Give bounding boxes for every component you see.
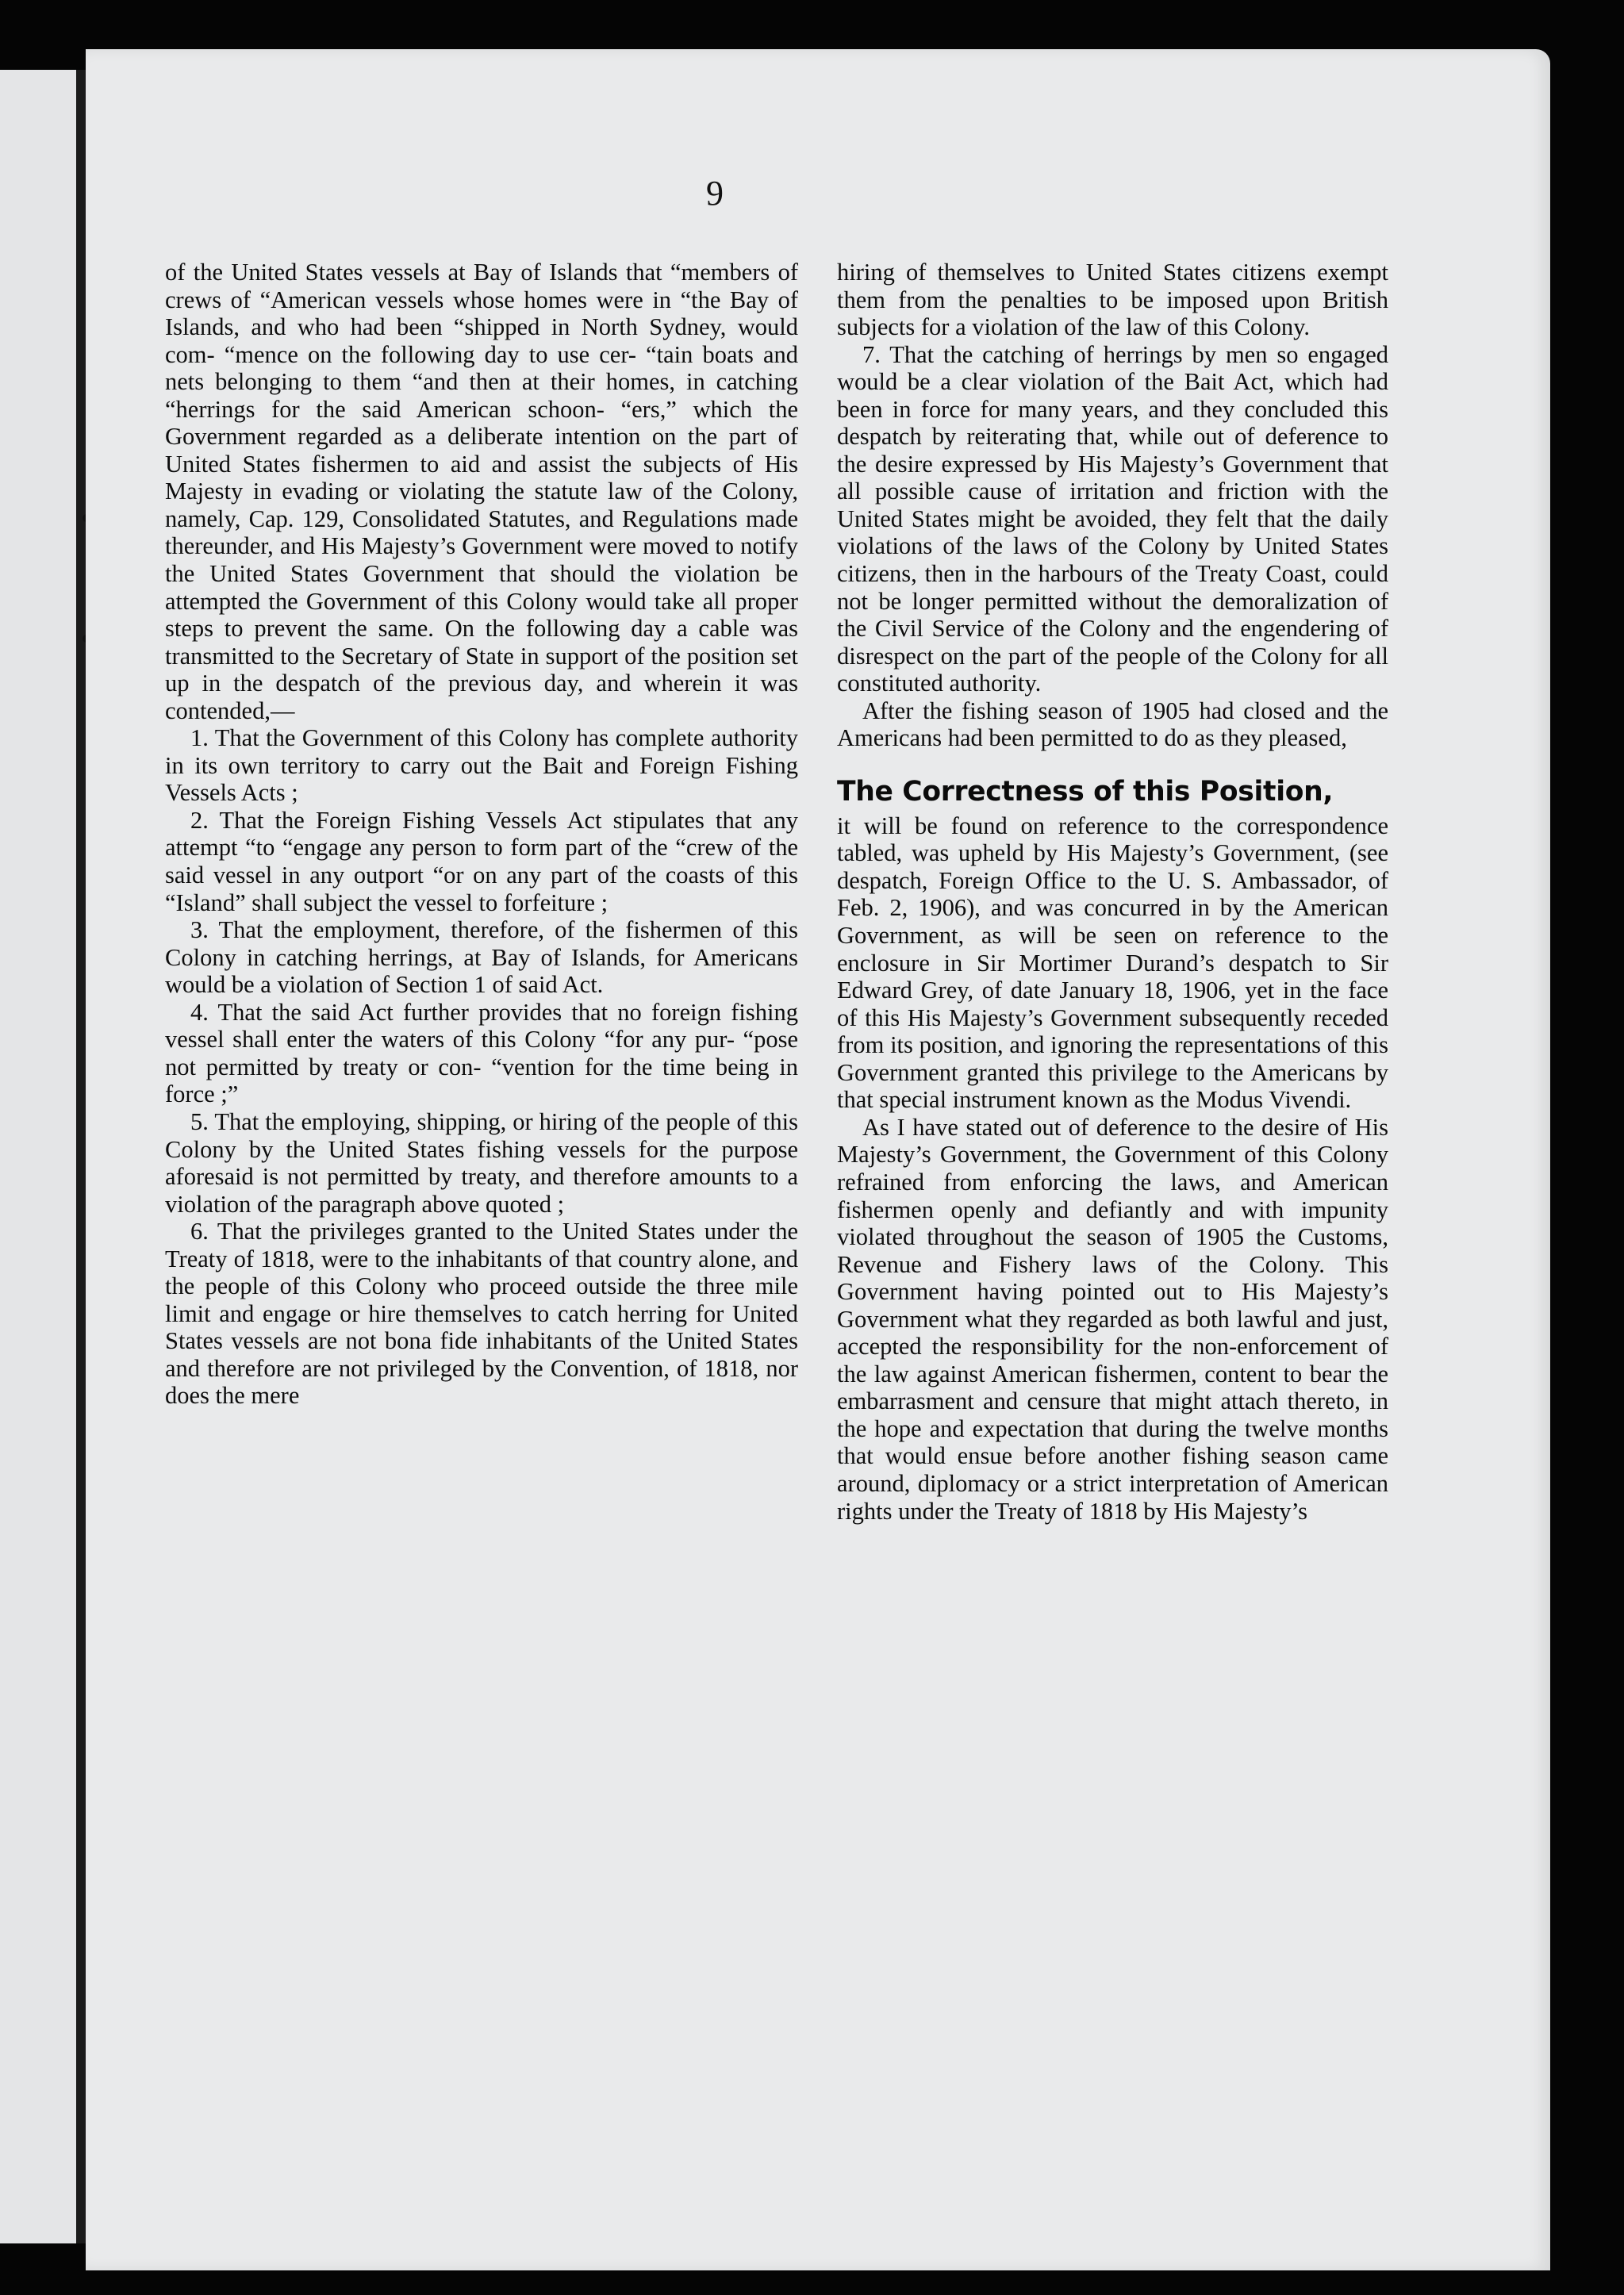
paragraph: of the United States vessels at Bay of Islands that “members of crews of “American vessels whose homes were in “the Bay of Islands, and who had been “shipped in North Sydney, would com- “mence on the following day to use cer- “tain boats and nets belonging to them “and then at their homes, in catching “herrings for the said American schoon- “ers,” which the Government regarded as a deliberate intention on the part of United States fishermen to aid and assist the subjects of His Majesty in evading or violating the statute law of the Colony, namely, Cap. 129, Consolidated Statutes, and Regulations made thereunder, and His Majesty’s Government were moved to notify the United States Government that should the violation be attempted the Government of this Colony would take all proper steps to prevent the same. On the following day a cable was transmitted to the Secretary of State in support of the position set up in the despatch of the previous day, and wherein it was contended,— bbox=[165, 259, 798, 724]
paragraph: As I have stated out of deference to the desire of His Majesty’s Government, the Government of this Colony refrained from enforcing the laws, and American fishermen openly and defiantly and with impunity violated throughout the season of 1905 the Customs, Revenue and Fishery laws of the Colony. This Government having pointed out to His Majesty’s Government what they regarded as both lawful and just, accepted the responsibility for the non-enforcement of the law against American fishermen, content to bear the embarrasment and censure that might attach thereto, in the hope and expectation that during the twelve months that would ensue before another fishing season came around, diplomacy or a strict interpretation of American rights under the Treaty of 1818 by His Majesty’s bbox=[837, 1113, 1388, 1525]
paragraph: 7. That the catching of herrings by men so engaged would be a clear violation of the Bait Act, which had been in force for many years, and they concluded this despatch by reiterating that, while out of deference to the desire expressed by His Majesty’s Government that all possible cause of irritation and friction with the United States might be avoided, they felt that the daily violations of the laws of the Colony by United States citizens, then in the harbours of the Treaty Coast, could not be longer permitted without the demoralization of the Civil Service of the Colony and the engendering of disrespect on the part of the people of the Colony for all constituted authority. bbox=[837, 340, 1388, 697]
section-heading: The Correctness of this Position, bbox=[837, 775, 1334, 808]
paragraph: 4. That the said Act further provides that no foreign fishing vessel shall enter the waters of this Colony “for any pur- “pose not permitted by treaty or con- “vention for the time being in force ;” bbox=[165, 998, 798, 1108]
paragraph: 5. That the employing, shipping, or hiring of the people of this Colony by the United States fishing vessels for the purpose aforesaid is not permitted by treaty, and therefore amounts to a violation of the paragraph above quoted ; bbox=[165, 1107, 798, 1218]
paragraph: 6. That the privileges granted to the United States under the Treaty of 1818, were to the inhabitants of that country alone, and the people of this Colony who proceed outside the three mile limit and engage or hire themselves to catch herring for United States vessels are not bona fide inhabitants of the United States and therefore are not privileged by the Convention, of 1818, nor does the mere bbox=[165, 1218, 798, 1410]
paragraph: hiring of themselves to United States citizens exempt them from the penalties to be imposed upon British subjects for a violation of the law of this Colony. bbox=[837, 259, 1388, 341]
page-gutter bbox=[76, 70, 86, 2243]
left-column bbox=[165, 259, 798, 1410]
right-column bbox=[837, 259, 1388, 1525]
page-number: 9 bbox=[706, 174, 724, 213]
paragraph: it will be found on reference to the correspondence tabled, was upheld by His Majesty’s Government, (see despatch, Foreign Office to the U. S. Ambassador, of Feb. 2, 1906), and was concurred in by the American Government, as will be seen on reference to the enclosure in Sir Mortimer Durand’s despatch to Sir Edward Grey, of date January 18, 1906, yet in the face of this His Majesty’s Government subsequently receded from its position, and ignoring the representations of this Government granted this privilege to the Americans by that special instrument known as the Modus Vivendi. bbox=[837, 812, 1388, 1114]
paragraph: After the fishing season of 1905 had closed and the Americans had been permitted to do as they pleased, bbox=[837, 697, 1388, 752]
paragraph: 1. That the Government of this Colony has complete authority in its own territory to carry out the Bait and Foreign Fishing Vessels Acts ; bbox=[165, 724, 798, 807]
facing-page-edge bbox=[0, 70, 78, 2243]
paragraph: 3. That the employment, therefore, of the fishermen of this Colony in catching herrings, at Bay of Islands, for Americans would be a violation of Section 1 of said Act. bbox=[165, 916, 798, 999]
paragraph: 2. That the Foreign Fishing Vessels Act stipulates that any attempt “to “engage any person to form part of the “crew of the said vessel in any outport “or on any part of the coasts of this “Island” shall subject the vessel to forfeiture ; bbox=[165, 806, 798, 916]
